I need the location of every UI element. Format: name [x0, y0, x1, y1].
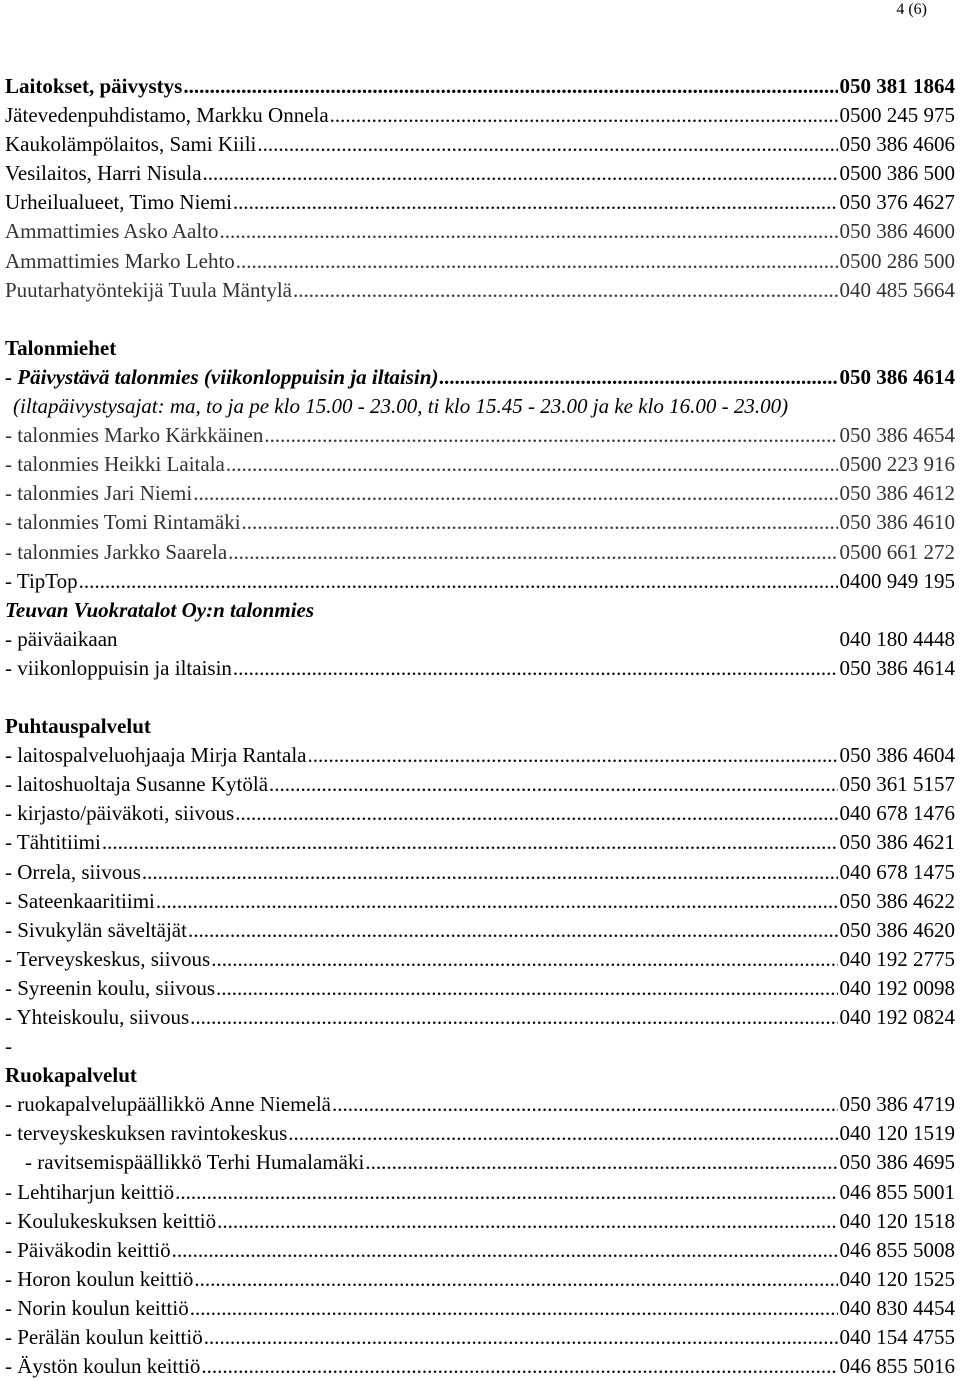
- directory-row: [5, 508, 955, 537]
- row-label: Laitokset, päivystys: [5, 74, 183, 98]
- row-label: -: [5, 1034, 12, 1059]
- row-label: - Orrela, siivous: [5, 859, 141, 884]
- directory-row-duty: [5, 363, 955, 392]
- row-label: - talonmies Jari Niemi: [5, 481, 193, 506]
- phone-number: 050 386 4695: [839, 1150, 955, 1175]
- phone-number: 050 386 4719: [839, 1092, 955, 1117]
- directory-row: [5, 654, 955, 683]
- row-label: - Horon koulun keittiö: [5, 1266, 194, 1291]
- section-heading-ruoka: Ruokapalvelut: [5, 1063, 137, 1088]
- leader-dots: [211, 945, 837, 974]
- leader-dots: [236, 247, 838, 276]
- row-label: - Tähtitiimi: [5, 830, 101, 855]
- row-label: Jätevedenpuhdistamo, Markku Onnela: [5, 103, 329, 128]
- leader-dots: [190, 1003, 837, 1032]
- directory-row: [5, 1090, 955, 1119]
- leader-dots: [190, 1294, 838, 1323]
- directory-row: [5, 916, 955, 945]
- row-label: - ruokapalvelupäällikkö Anne Niemelä: [5, 1092, 331, 1117]
- row-label: Ammattimies Asko Aalto: [5, 219, 219, 244]
- directory-row: [5, 1178, 955, 1207]
- directory-row: [5, 217, 955, 246]
- phone-number: 046 855 5001: [839, 1179, 955, 1204]
- row-label: - laitospalveluohjaaja Mirja Rantala: [5, 743, 307, 768]
- leader-dots: [233, 188, 838, 217]
- phone-number: 040 120 1525: [839, 1266, 955, 1291]
- leader-dots: [142, 858, 838, 887]
- directory-row: [5, 101, 955, 130]
- row-label: - Päivystävä talonmies (viikonloppuisin ja iltaisin): [5, 364, 439, 389]
- leader-dots: [330, 101, 838, 130]
- directory-row: [5, 276, 955, 305]
- leader-dots: [233, 654, 838, 683]
- leader-dots: [183, 72, 837, 101]
- directory-row: [5, 887, 955, 916]
- row-label: - Sateenkaaritiimi: [5, 888, 155, 913]
- directory-row: [5, 130, 955, 159]
- directory-row: [5, 159, 955, 188]
- phone-number: 040 678 1476: [839, 801, 955, 826]
- leader-dots: [79, 567, 838, 596]
- phone-number: 0500 245 975: [839, 103, 955, 128]
- leader-dots: [226, 450, 838, 479]
- leader-dots: [156, 887, 838, 916]
- directory-row: [5, 247, 955, 276]
- phone-number: 040 678 1475: [839, 859, 955, 884]
- row-label: - Päiväkodin keittiö: [5, 1237, 171, 1262]
- phone-number: 040 120 1519: [839, 1121, 955, 1146]
- phone-number: 050 386 4654: [839, 423, 955, 448]
- leader-dots: [102, 828, 838, 857]
- phone-number: 040 120 1518: [839, 1208, 955, 1233]
- row-label: - Yhteiskoulu, siivous: [5, 1005, 190, 1029]
- phone-number: 040 180 4448: [839, 626, 955, 651]
- phone-number: 050 386 4612: [839, 481, 955, 506]
- directory-row: [5, 974, 955, 1003]
- row-label: - Terveyskeskus, siivous: [5, 946, 211, 971]
- page-number: 4 (6): [896, 1, 927, 18]
- phone-number: 050 386 4614: [839, 364, 955, 389]
- leader-dots: [203, 159, 838, 188]
- leader-dots: [172, 1236, 838, 1265]
- leader-dots: [216, 974, 838, 1003]
- row-label: Kaukolämpölaitos, Sami Kiili: [5, 132, 257, 157]
- phone-number: 050 361 5157: [839, 772, 955, 797]
- phone-number: 040 154 4755: [839, 1325, 955, 1350]
- leader-dots: [439, 363, 837, 392]
- directory-row: [5, 1119, 955, 1148]
- directory-row: [5, 1294, 955, 1323]
- phone-number: 0500 661 272: [839, 539, 955, 564]
- row-label: Ammattimies Marko Lehto: [5, 248, 235, 273]
- phone-number: 0400 949 195: [839, 568, 955, 593]
- phone-number: 050 386 4606: [839, 132, 955, 157]
- leader-dots: [228, 538, 837, 567]
- row-label: - Perälän koulun keittiö: [5, 1325, 203, 1350]
- directory-row: [5, 741, 955, 770]
- leader-dots: [332, 1090, 838, 1119]
- directory-row: [5, 1352, 955, 1381]
- directory-row: [5, 770, 955, 799]
- leader-dots: [293, 276, 838, 305]
- leader-dots: [257, 130, 837, 159]
- row-label: Puutarhatyöntekijä Tuula Mäntylä: [5, 277, 292, 302]
- directory-row: [5, 1265, 955, 1294]
- directory-row: [5, 450, 955, 479]
- phone-number: 050 386 4604: [839, 743, 955, 768]
- phone-number: 050 386 4620: [839, 917, 955, 942]
- row-label: - Äystön koulun keittiö: [5, 1354, 201, 1379]
- phone-number: 050 386 4622: [839, 888, 955, 913]
- directory-row: [5, 479, 955, 508]
- phone-number: 050 386 4610: [839, 510, 955, 535]
- directory-row: [5, 567, 955, 596]
- row-label: - Syreenin koulu, siivous: [5, 975, 215, 1000]
- leader-dots: [193, 479, 837, 508]
- leader-dots: [194, 1265, 837, 1294]
- leader-dots: [288, 1119, 837, 1148]
- leader-dots: [220, 217, 838, 246]
- directory-row: [5, 1148, 955, 1177]
- duty-hours-note: (iltapäivystysajat: ma, to ja pe klo 15.00 - 23.00, ti klo 15.45 - 23.00 ja ke klo 16.00 - 23.00): [13, 394, 789, 419]
- phone-directory: [5, 72, 955, 1381]
- leader-dots: [235, 799, 837, 828]
- directory-row: [5, 625, 955, 654]
- directory-row: [5, 72, 955, 101]
- row-label: - viikonloppuisin ja iltaisin: [5, 655, 232, 680]
- row-label: - talonmies Tomi Rintamäki: [5, 510, 241, 535]
- row-label: - ravitsemispäällikkö Terhi Humalamäki: [25, 1150, 365, 1175]
- row-label: Vesilaitos, Harri Nisula: [5, 161, 202, 186]
- phone-number: 0500 286 500: [839, 248, 955, 273]
- row-label: - päiväaikaan: [5, 626, 118, 651]
- row-label: - talonmies Heikki Laitala: [5, 452, 225, 477]
- row-label: - laitoshuoltaja Susanne Kytölä: [5, 772, 269, 797]
- directory-row: [5, 538, 955, 567]
- trailing-dash: [5, 1032, 955, 1061]
- leader-dots: [188, 916, 838, 945]
- row-label: - TipTop: [5, 568, 78, 593]
- leader-dots: [217, 1207, 837, 1236]
- phone-number: 046 855 5008: [839, 1237, 955, 1262]
- spacer: [5, 305, 955, 334]
- row-label: - Norin koulun keittiö: [5, 1295, 189, 1320]
- phone-number: 050 386 4600: [839, 219, 955, 244]
- leader-dots: [175, 1178, 837, 1207]
- leader-dots: [269, 770, 837, 799]
- phone-number: 0500 223 916: [839, 452, 955, 477]
- directory-row: [5, 421, 955, 450]
- section-heading-talonmiehet: Talonmiehet: [5, 335, 117, 360]
- spacer: [5, 683, 955, 712]
- phone-number: 050 381 1864: [839, 74, 955, 98]
- directory-row: [5, 1207, 955, 1236]
- phone-number: 050 386 4621: [839, 830, 955, 855]
- row-label: - kirjasto/päiväkoti, siivous: [5, 801, 235, 826]
- row-label: - Sivukylän säveltäjät: [5, 917, 187, 942]
- row-label: - talonmies Marko Kärkkäinen: [5, 423, 264, 448]
- directory-row: [5, 188, 955, 217]
- phone-number: 0500 386 500: [839, 161, 955, 186]
- row-label: Urheilualueet, Timo Niemi: [5, 190, 232, 215]
- leader-dots: [201, 1352, 837, 1381]
- leader-dots: [242, 508, 838, 537]
- leader-dots: [264, 421, 837, 450]
- directory-row: [5, 799, 955, 828]
- directory-row: [5, 1323, 955, 1352]
- directory-row: [5, 1236, 955, 1265]
- section-heading-puhtaus: Puhtauspalvelut: [5, 714, 151, 739]
- row-label: - Lehtiharjun keittiö: [5, 1179, 175, 1204]
- phone-number: 046 855 5016: [839, 1354, 955, 1379]
- row-label: - terveyskeskuksen ravintokeskus: [5, 1121, 288, 1146]
- section-heading-teuva: Teuvan Vuokratalot Oy:n talonmies: [5, 597, 315, 622]
- phone-number: 040 192 0824: [839, 1005, 955, 1029]
- phone-number: 040 830 4454: [839, 1295, 955, 1320]
- leader-dots: [365, 1148, 837, 1177]
- directory-row: [5, 858, 955, 887]
- phone-number: 040 485 5664: [839, 277, 955, 302]
- leader-dots: [204, 1323, 838, 1352]
- phone-number: 040 192 0098: [839, 975, 955, 1000]
- row-label: - Koulukeskuksen keittiö: [5, 1208, 217, 1233]
- phone-number: 040 192 2775: [839, 946, 955, 971]
- row-label: - talonmies Jarkko Saarela: [5, 539, 228, 564]
- directory-row: [5, 828, 955, 857]
- leader-dots: [307, 741, 837, 770]
- directory-row: [5, 945, 955, 974]
- directory-row: [5, 1003, 955, 1032]
- phone-number: 050 386 4614: [839, 655, 955, 680]
- phone-number: 050 376 4627: [839, 190, 955, 215]
